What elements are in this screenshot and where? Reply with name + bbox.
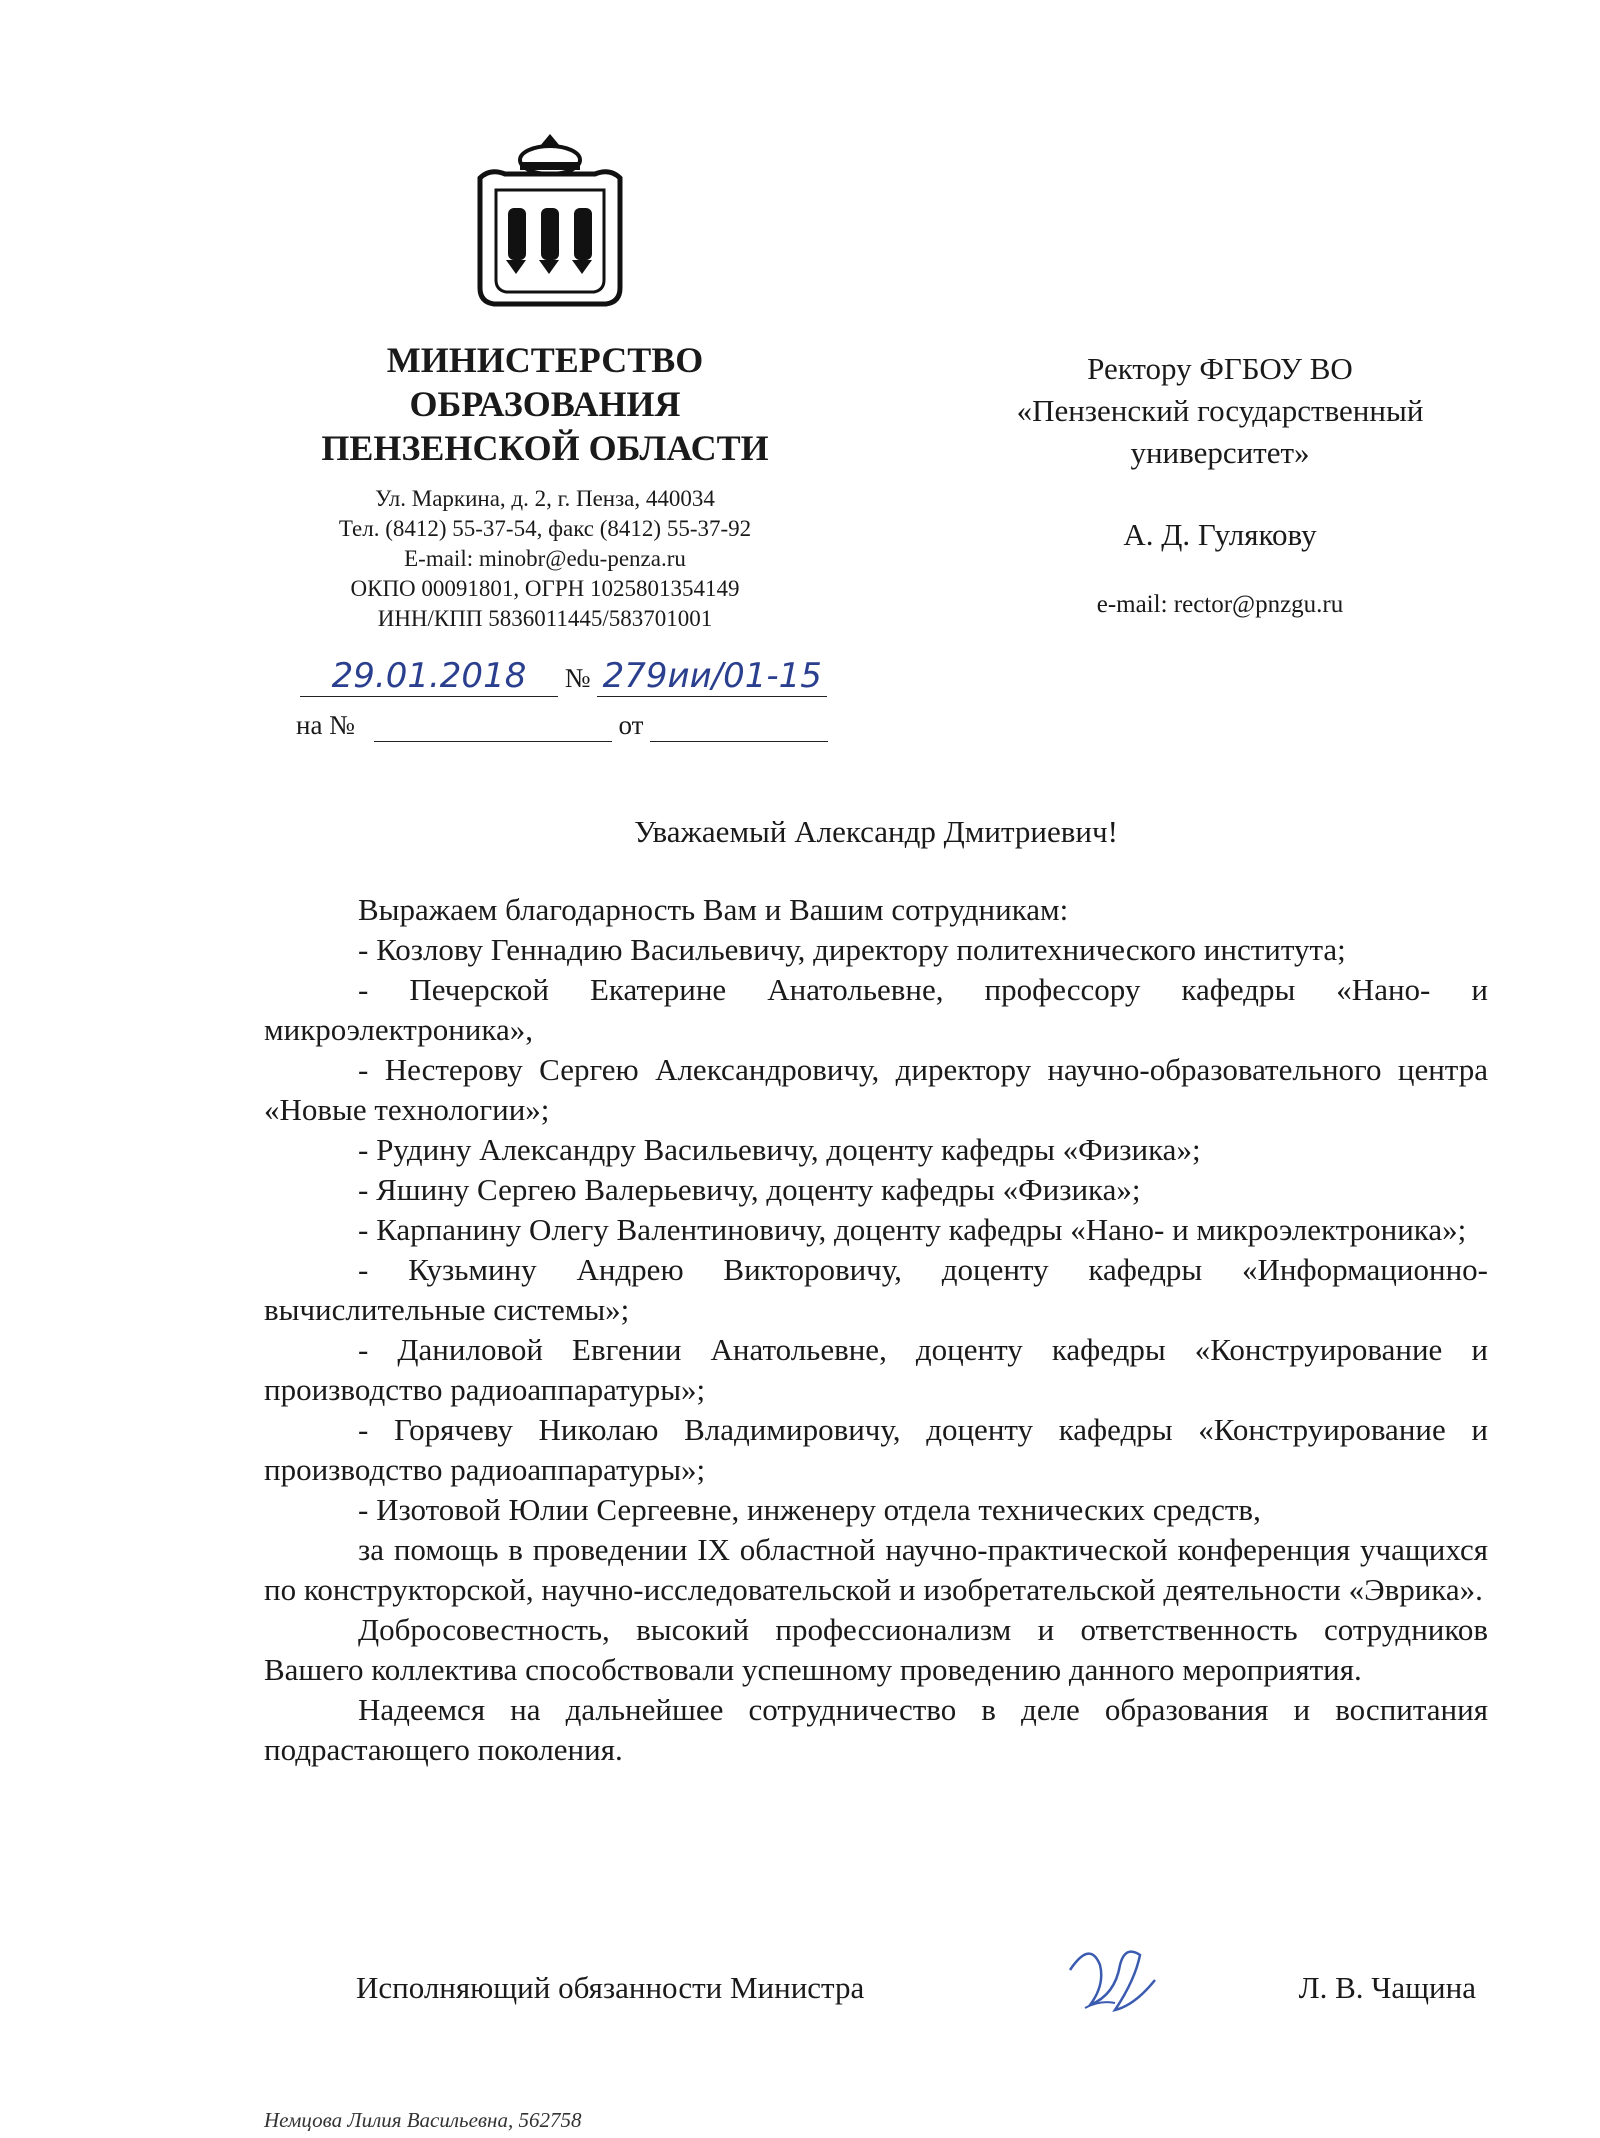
org-okpo: ОКПО 00091801, ОГРН 1025801354149: [350, 576, 740, 601]
list-item: - Изотовой Юлии Сергеевне, инженеру отдела технических средств,: [358, 1492, 1261, 1527]
reference-from-label: от: [618, 710, 644, 740]
registration-number: 279ии/01-15: [602, 656, 822, 696]
closing-paragraph: Надеемся на дальнейшее сотрудничество в деле образования и воспитания подрастающего поколения.: [264, 1692, 1488, 1767]
addressee-line2: «Пензенский государственный: [1016, 393, 1424, 428]
reference-label: на №: [296, 710, 355, 740]
signature-row: [356, 1970, 1476, 2006]
addressee-line3: университет»: [1130, 435, 1310, 470]
addressee-line1: Ректору ФГБОУ ВО: [1087, 351, 1353, 386]
list-item: - Нестерову Сергею Александровичу, директору научно-образовательного центра «Новые технологии»;: [264, 1052, 1488, 1127]
list-item: - Горячеву Николаю Владимировичу, доценту кафедры «Конструирование и производство радиоаппаратуры»;: [264, 1412, 1488, 1487]
registration-line: [300, 656, 840, 697]
list-item: - Кузьмину Андрею Викторовичу, доценту кафедры «Информационно-вычислительные системы»;: [264, 1252, 1488, 1327]
salutation: Уважаемый Александр Дмитриевич!: [634, 814, 1118, 849]
executor-note: Немцова Лилия Васильевна, 562758: [264, 2108, 582, 2132]
letter-body: [264, 812, 1488, 1770]
gratitude-paragraph: Добросовестность, высокий профессионализм и ответственность сотрудников Вашего коллектива способствовали успешному проведению данного мероприятия.: [264, 1612, 1488, 1687]
org-name-line3: ПЕНЗЕНСКОЙ ОБЛАСТИ: [321, 428, 769, 468]
list-item: - Печерской Екатерине Анатольевне, профессору кафедры «Нано- и микроэлектроника»,: [264, 972, 1488, 1047]
org-name-line1: МИНИСТЕРСТВО: [386, 340, 704, 380]
org-name-line2: ОБРАЗОВАНИЯ: [409, 384, 681, 424]
registration-number-prefix: №: [564, 663, 591, 693]
list-item: - Яшину Сергею Валерьевичу, доценту кафедры «Физика»;: [358, 1172, 1141, 1207]
org-inn: ИНН/КПП 5836011445/583701001: [377, 606, 713, 631]
coat-of-arms-icon: [470, 130, 630, 310]
registration-date: 29.01.2018: [331, 656, 527, 696]
org-email: E-mail: minobr@edu-penza.ru: [404, 546, 686, 571]
sender-block: [290, 338, 800, 634]
list-item: - Даниловой Евгении Анатольевне, доценту кафедры «Конструирование и производство радиоаппаратуры»;: [264, 1332, 1488, 1407]
list-item: - Козлову Геннадию Васильевичу, директору политехнического института;: [358, 932, 1346, 967]
intro-paragraph: Выражаем благодарность Вам и Вашим сотрудникам:: [358, 892, 1069, 927]
list-item: - Карпанину Олегу Валентиновичу, доценту кафедры «Нано- и микроэлектроника»;: [358, 1212, 1467, 1247]
addressee-block: [930, 348, 1510, 626]
org-address: Ул. Маркина, д. 2, г. Пенза, 440034: [375, 486, 715, 511]
handwritten-signature: [1050, 1930, 1190, 2040]
addressee-name: А. Д. Гулякову: [1123, 517, 1317, 552]
reference-line: [296, 710, 836, 742]
org-phone: Тел. (8412) 55-37-54, факс (8412) 55-37-92: [338, 516, 752, 541]
list-item: - Рудину Александру Васильевичу, доценту кафедры «Физика»;: [358, 1132, 1201, 1167]
org-contacts: [290, 484, 800, 634]
addressee-email: e-mail: rector@pnzgu.ru: [1096, 591, 1344, 618]
signatory-position: Исполняющий обязанности Министра: [356, 1970, 865, 2005]
signatory-name: Л. В. Чащина: [1298, 1970, 1476, 2005]
purpose-paragraph: за помощь в проведении IX областной научно-практической конференция учащихся по конструкторской, научно-исследовательской и изобретательской деятельности «Эврика».: [264, 1532, 1488, 1607]
